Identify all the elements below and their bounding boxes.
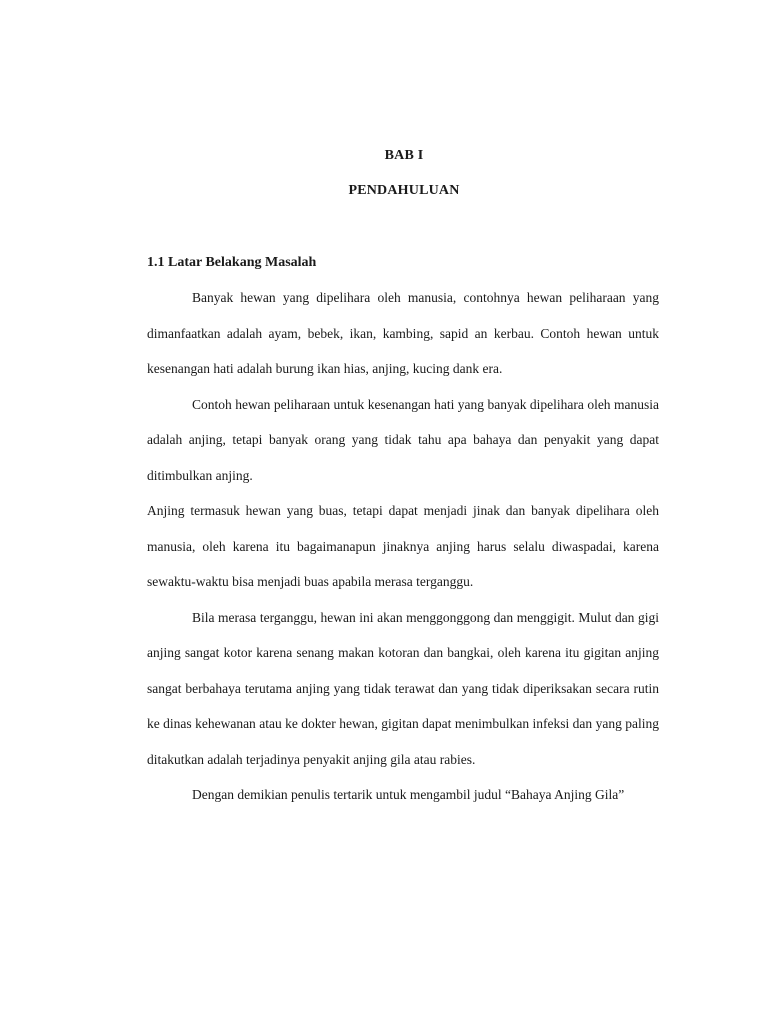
chapter-title: PENDAHULUAN — [348, 183, 460, 198]
paragraph: Bila merasa terganggu, hewan ini akan menggonggong dan menggigit. Mulut dan gigi anjing sangat kotor karena senang makan kotoran dan bangkai, oleh karena itu gigitan anjing sangat berbahaya terutama anjing yang tidak terawat dan yang tidak diperiksakan secara rutin ke dinas kehewanan atau ke dokter hewan, gigitan dapat menimbulkan infeksi dan yang paling ditakutkan adalah terjadinya penyakit anjing gila atau rabies. — [147, 609, 659, 767]
chapter-number: BAB I — [384, 148, 424, 163]
paragraph: Contoh hewan peliharaan untuk kesenangan hati yang banyak dipelihara oleh manusia adalah anjing, tetapi banyak orang yang tidak tahu apa bahaya dan penyakit yang dapat ditimbulkan anjing. — [147, 396, 659, 483]
paragraph: Dengan demikian penulis tertarik untuk mengambil judul “Bahaya Anjing Gila” — [192, 787, 625, 802]
paragraph: Anjing termasuk hewan yang buas, tetapi dapat menjadi jinak dan banyak dipelihara oleh manusia, oleh karena itu bagaimanapun jinaknya anjing harus selalu diwaspadai, karena sewaktu-waktu bisa menjadi buas apabila merasa terganggu. — [147, 503, 659, 589]
paragraph: Banyak hewan yang dipelihara oleh manusia, contohnya hewan peliharaan yang dimanfaatkan adalah ayam, bebek, ikan, kambing, sapid an kerbau. Contoh hewan untuk kesenangan hati adalah burung ikan hias, anjing, kucing dank era. — [147, 290, 659, 376]
body-text — [147, 280, 659, 813]
section-heading: 1.1 Latar Belakang Masalah — [147, 255, 317, 270]
